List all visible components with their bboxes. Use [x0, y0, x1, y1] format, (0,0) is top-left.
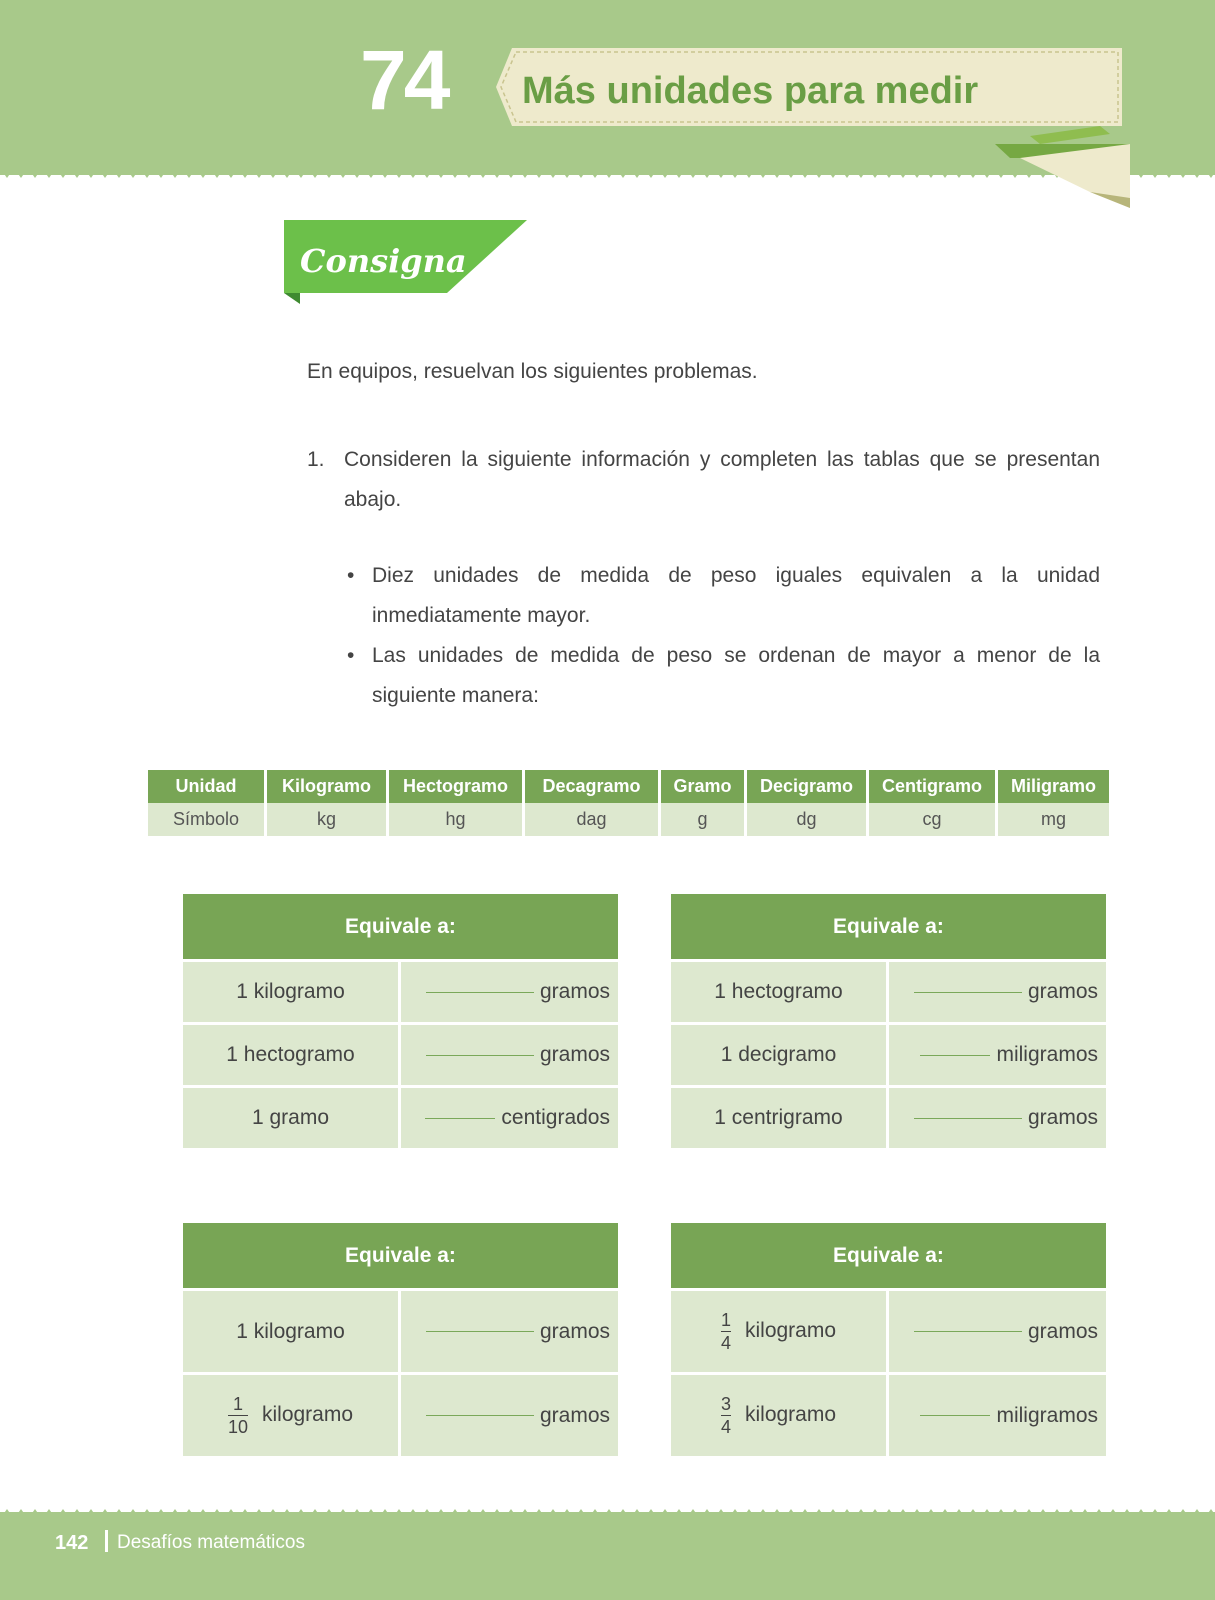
row-quantity: 1 hectogramo [671, 959, 889, 1022]
answer-blank[interactable] [914, 1118, 1022, 1119]
table-title: Equivale a: [183, 1223, 618, 1288]
row-quantity: 1 kilogramo [183, 959, 401, 1022]
equivalence-table-4 [671, 1223, 1106, 1456]
answer-cell[interactable] [889, 1288, 1106, 1372]
units-header-cell: Decigramo [747, 770, 866, 803]
row-quantity: 1 kilogramo [183, 1288, 401, 1372]
fraction [228, 1393, 248, 1438]
units-header-cell: Hectogramo [389, 770, 522, 803]
units-header-cell: Centigramo [869, 770, 995, 803]
answer-blank[interactable] [914, 1331, 1022, 1332]
fraction-denominator: 4 [720, 1333, 731, 1353]
row-unit: gramos [1027, 980, 1098, 1003]
fraction-numerator: 1 [232, 1394, 243, 1414]
footer-separator [105, 1530, 108, 1552]
problem-item [307, 440, 1100, 520]
row-unit: gramos [1027, 1319, 1098, 1343]
table-row [183, 1085, 618, 1148]
answer-blank[interactable] [920, 1055, 990, 1056]
table-row [183, 959, 618, 1022]
table-row [671, 959, 1106, 1022]
lesson-number: 74 [360, 33, 448, 127]
row-quantity: 1 gramo [183, 1085, 401, 1148]
row-unit: gramos [539, 1043, 610, 1066]
answer-blank[interactable] [425, 1118, 495, 1119]
units-symbol-cell: hg [389, 803, 522, 836]
fraction-denominator: 4 [720, 1417, 731, 1437]
units-symbol-row [148, 803, 1109, 836]
answer-blank[interactable] [426, 992, 534, 993]
fraction-numerator: 3 [720, 1394, 731, 1414]
answer-cell[interactable] [889, 1085, 1106, 1148]
table-title: Equivale a: [183, 894, 618, 959]
answer-cell[interactable] [401, 1372, 618, 1456]
units-symbol-cell: dag [525, 803, 658, 836]
row-unit: gramos [539, 980, 610, 1003]
units-header-cell: Decagramo [525, 770, 658, 803]
row-quantity [671, 1372, 889, 1456]
table-row [183, 1372, 618, 1456]
answer-blank[interactable] [426, 1331, 534, 1332]
table-row [183, 1288, 618, 1372]
table-title: Equivale a: [671, 1223, 1106, 1288]
units-table [145, 770, 1112, 836]
row-quantity: 1 decigramo [671, 1022, 889, 1085]
row-unit: gramos [539, 1319, 610, 1343]
row-unit: gramos [1027, 1106, 1098, 1129]
answer-cell[interactable] [401, 959, 618, 1022]
answer-blank[interactable] [426, 1415, 534, 1416]
answer-blank[interactable] [426, 1055, 534, 1056]
units-symbol-cell: Símbolo [148, 803, 264, 836]
footer-zigzag-edge [0, 1505, 1215, 1519]
equivalence-table-1 [183, 894, 618, 1148]
table-row [671, 1085, 1106, 1148]
footer-band [0, 1512, 1215, 1600]
row-quantity-unit: kilogramo [744, 1319, 837, 1343]
row-quantity: 1 centrigramo [671, 1085, 889, 1148]
intro-text: En equipos, resuelvan los siguientes problemas. [307, 360, 758, 383]
table-row [671, 1022, 1106, 1085]
units-symbol-cell: cg [869, 803, 995, 836]
page-number: 142 [55, 1532, 89, 1554]
answer-cell[interactable] [401, 1288, 618, 1372]
units-symbol-cell: mg [998, 803, 1109, 836]
row-unit: miligramos [996, 1403, 1098, 1427]
bullet-list [347, 556, 1100, 716]
bullet-item: • Diez unidades de medida de peso iguales equivalen a la unidad inmediatamente mayor. [347, 556, 1100, 636]
units-header-cell: Kilogramo [267, 770, 386, 803]
answer-cell[interactable] [889, 1372, 1106, 1456]
units-header-cell: Unidad [148, 770, 264, 803]
units-symbol-cell: dg [747, 803, 866, 836]
problem-text: Consideren la siguiente información y completen las tablas que se presentan abajo. [344, 448, 1100, 511]
fraction-denominator: 10 [227, 1417, 248, 1437]
answer-cell[interactable] [889, 1022, 1106, 1085]
row-unit: gramos [539, 1403, 610, 1427]
units-header-cell: Gramo [661, 770, 744, 803]
units-header-cell: Miligramo [998, 770, 1109, 803]
answer-cell[interactable] [889, 959, 1106, 1022]
fraction-numerator: 1 [720, 1310, 731, 1330]
table-row [671, 1372, 1106, 1456]
equivalence-table-2 [671, 894, 1106, 1148]
row-quantity-unit: kilogramo [261, 1403, 354, 1427]
answer-blank[interactable] [914, 992, 1022, 993]
answer-cell[interactable] [401, 1022, 618, 1085]
table-row [671, 1288, 1106, 1372]
equivalence-table-3 [183, 1223, 618, 1456]
answer-blank[interactable] [920, 1415, 990, 1416]
book-title: Desafíos matemáticos [117, 1532, 305, 1553]
row-quantity [671, 1288, 889, 1372]
problem-number: 1. [307, 448, 325, 471]
fraction [721, 1309, 731, 1354]
answer-cell[interactable] [401, 1085, 618, 1148]
row-unit: centigrados [501, 1106, 610, 1129]
fraction [721, 1393, 731, 1438]
table-title: Equivale a: [671, 894, 1106, 959]
title-ribbon [490, 40, 1130, 210]
units-symbol-cell: g [661, 803, 744, 836]
bullet-item: • Las unidades de medida de peso se ordenan de mayor a menor de la siguiente manera: [347, 636, 1100, 716]
row-quantity: 1 hectogramo [183, 1022, 401, 1085]
lesson-title: Más unidades para medir [522, 70, 979, 112]
row-quantity [183, 1372, 401, 1456]
consigna-label: Consigna [300, 242, 467, 280]
units-header-row [148, 770, 1109, 803]
units-symbol-cell: kg [267, 803, 386, 836]
row-quantity-unit: kilogramo [744, 1403, 837, 1427]
row-unit: miligramos [996, 1043, 1098, 1066]
table-row [183, 1022, 618, 1085]
